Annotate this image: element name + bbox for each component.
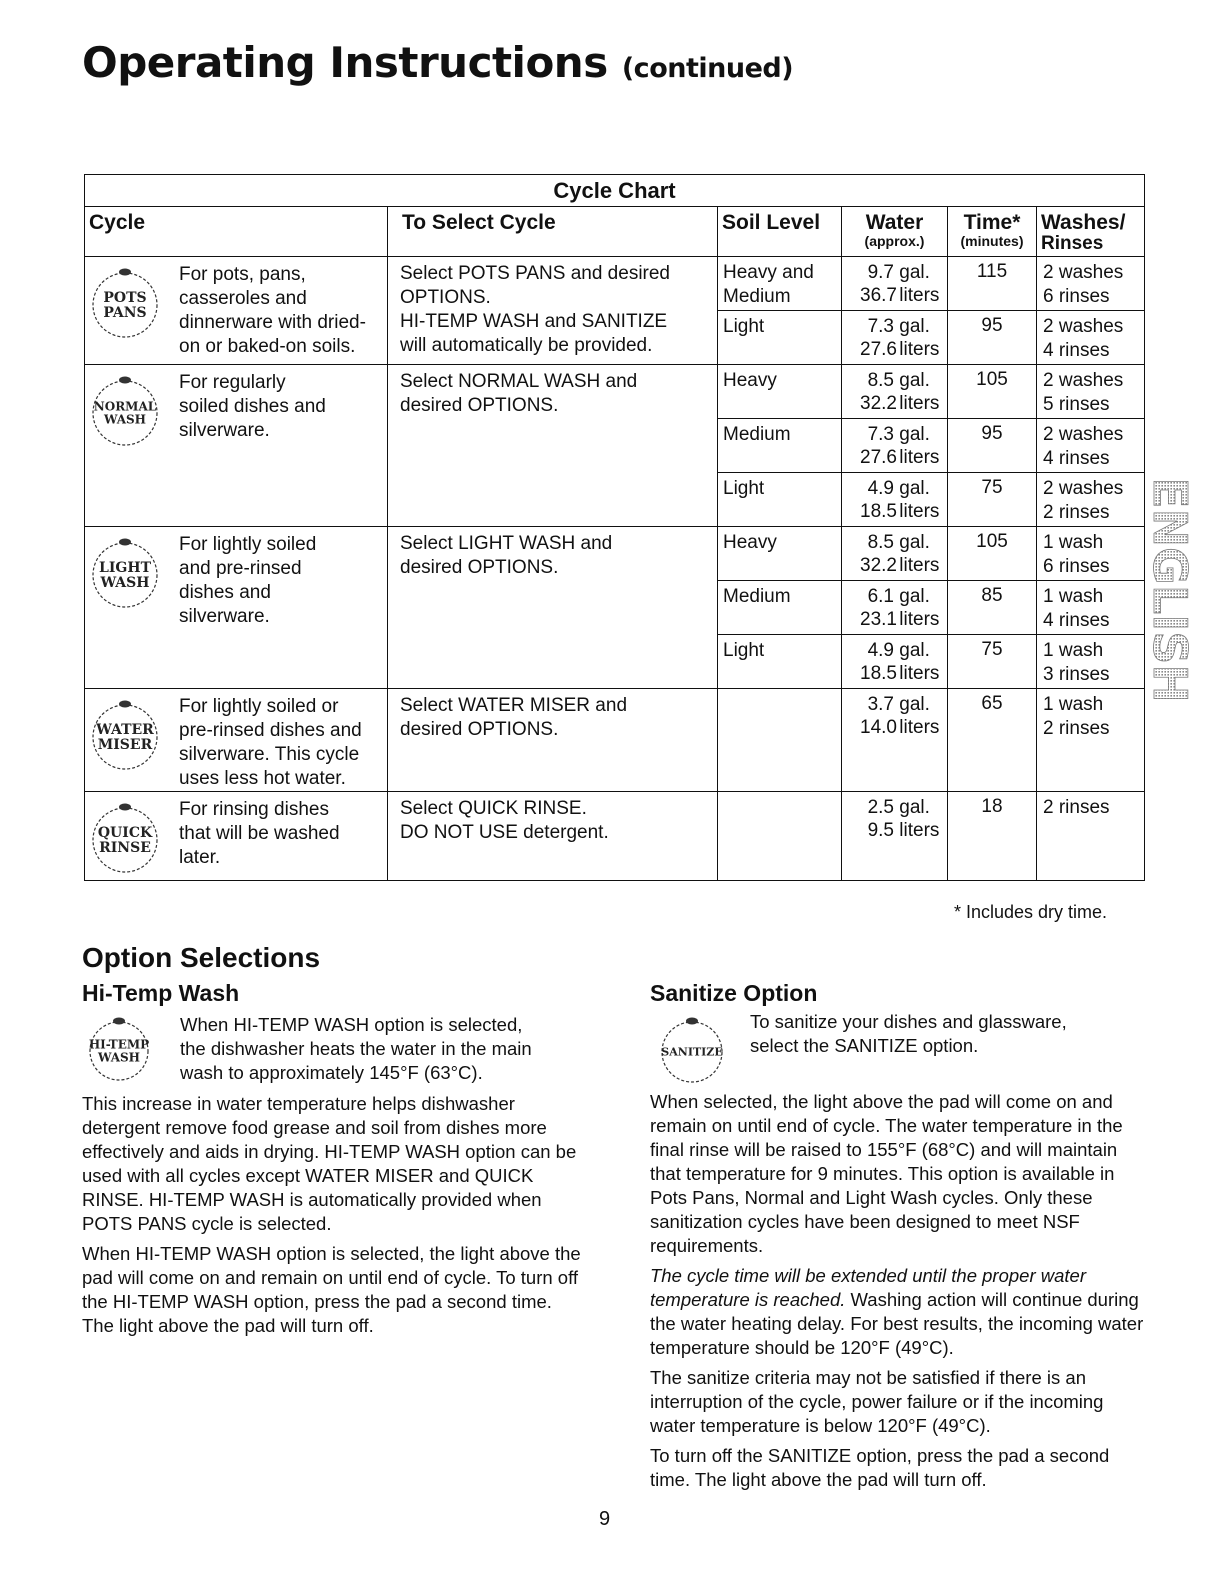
to-select-cell: [388, 792, 718, 881]
icon-label: WASH: [97, 1050, 141, 1065]
icon-label: WASH: [100, 575, 150, 592]
water-liters: 32.2: [860, 555, 897, 576]
unit-gal: gal.: [899, 424, 930, 445]
icon-label: SANITIZE: [661, 1045, 723, 1059]
washes-text: 1 wash: [1043, 694, 1104, 715]
unit-gal: gal.: [899, 370, 930, 391]
english-side-tab: [1143, 477, 1210, 800]
cycle-cell: [85, 527, 388, 689]
table-row: [85, 792, 1145, 881]
indicator-light-icon: [119, 804, 131, 811]
cycle-cell: [85, 689, 388, 792]
rinses-text: 6 rinses: [1043, 286, 1110, 307]
hi-temp-body: This increase in water temperature helps dishwasher detergent remove food grease and soil from dishes more effectively and aids in drying. HI-TEMP WASH option can be used with all cycles except WATER MISER and QUICK RINSE. HI-TEMP WASH is automatically provided when POTS PANS cycle is selected. When HI-TEMP WASH option is selected, the light above the pad will come on and remain on until end of cycle. To turn off the HI-TEMP WASH option, press the pad a second time. The light above the pad will turn off.: [82, 1093, 581, 1336]
sanitize-intro: To sanitize your dishes and glassware, select the SANITIZE option.: [750, 1011, 1067, 1056]
time-cell: 95: [948, 419, 1037, 473]
soil-level-text: Medium: [723, 286, 791, 307]
unit-gal: gal.: [899, 316, 930, 337]
water-cell: [842, 527, 948, 581]
rinses-text: 2 rinses: [1043, 718, 1110, 739]
cycle-description-line: silverware.: [179, 606, 270, 627]
to-select-line: Select NORMAL WASH and: [400, 371, 638, 392]
water-gallons: 8.5: [867, 532, 894, 553]
icon-label: RINSE: [99, 840, 151, 857]
to-select-line: Select QUICK RINSE.: [400, 798, 587, 819]
icon-label: NORMAL: [93, 399, 157, 414]
washes-text: 1 wash: [1043, 640, 1104, 661]
rinses-text: 5 rinses: [1043, 394, 1110, 415]
cycle-description: [165, 263, 370, 359]
cycle-description: [165, 533, 320, 629]
unit-gal: gal.: [899, 262, 930, 283]
rinses-text: 2 rinses: [1043, 502, 1110, 523]
header-washes-rinses: Washes/ Rinses: [1037, 207, 1145, 257]
rinses-text: 3 rinses: [1043, 664, 1110, 685]
header-water: Water (approx.): [842, 207, 948, 257]
page-title: [82, 38, 793, 87]
icon-label: PANS: [103, 305, 147, 322]
water-gallons: 3.7: [867, 694, 894, 715]
soil-level-cell: [718, 527, 842, 581]
cycle-description: [165, 798, 344, 880]
cycle-description-line: pre-rinsed dishes and: [179, 720, 362, 741]
header-to-select: To Select Cycle: [388, 207, 718, 257]
unit-liters: liters: [899, 393, 940, 414]
soil-level-text: Light: [723, 478, 765, 499]
hi-temp-wash-icon: [84, 1012, 154, 1087]
soil-level-text: Heavy: [723, 532, 777, 553]
soil-level-cell: [718, 635, 842, 689]
soil-level-cell: [718, 419, 842, 473]
unit-liters: liters: [899, 339, 940, 360]
unit-liters: liters: [899, 501, 940, 522]
water-gallons: 7.3: [867, 316, 894, 337]
unit-liters: liters: [899, 663, 940, 684]
water-liters: 18.5: [860, 663, 897, 684]
washes-text: 2 rinses: [1043, 797, 1110, 818]
washes-text: 2 washes: [1043, 316, 1124, 337]
soil-level-text: Medium: [723, 586, 791, 607]
cycle-pad-icon: [85, 798, 165, 880]
water-cell: [842, 581, 948, 635]
to-select-line: Select LIGHT WASH and: [400, 533, 613, 554]
unit-liters: liters: [899, 820, 940, 841]
washes-rinses-cell: [1037, 581, 1145, 635]
washes-rinses-cell: [1037, 419, 1145, 473]
cycle-description-line: uses less hot water.: [179, 768, 346, 789]
hi-temp-heading: Hi-Temp Wash: [82, 980, 240, 1006]
washes-text: 2 washes: [1043, 262, 1124, 283]
washes-text: 2 washes: [1043, 370, 1124, 391]
washes-text: 1 wash: [1043, 532, 1104, 553]
icon-label: MISER: [97, 737, 153, 754]
water-cell: [842, 365, 948, 419]
icon-label: WASH: [103, 412, 147, 427]
time-cell: 18: [948, 792, 1037, 881]
unit-liters: liters: [899, 447, 940, 468]
time-cell: 85: [948, 581, 1037, 635]
hi-temp-intro: When HI-TEMP WASH option is selected, the dishwasher heats the water in the main wash to approximately 145°F (63°C).: [180, 1014, 532, 1083]
page-number: 9: [599, 1508, 611, 1530]
unit-liters: liters: [899, 609, 940, 630]
to-select-line: desired OPTIONS.: [400, 395, 559, 416]
time-cell: 115: [948, 257, 1037, 311]
soil-level-cell: [718, 257, 842, 311]
english-side-tab-text: ENGLISH: [1143, 477, 1197, 703]
water-gallons: 7.3: [867, 424, 894, 445]
table-row: [85, 527, 1145, 581]
washes-rinses-cell: [1037, 792, 1145, 881]
water-cell: [842, 689, 948, 792]
water-cell: [842, 257, 948, 311]
soil-level-cell: [718, 792, 842, 881]
unit-gal: gal.: [899, 532, 930, 553]
washes-rinses-cell: [1037, 689, 1145, 792]
cycle-description-line: casseroles and: [179, 288, 307, 309]
water-gallons: 9.7: [867, 262, 894, 283]
page-title-continued: (continued): [621, 53, 794, 84]
water-cell: [842, 473, 948, 527]
header-time: Time* (minutes): [948, 207, 1037, 257]
cycle-cell: [85, 792, 388, 881]
cycle-pad-icon: [85, 371, 165, 453]
indicator-light-icon: [119, 269, 131, 276]
water-liters: 14.0: [860, 717, 897, 738]
sanitize-heading: Sanitize Option: [650, 980, 818, 1006]
water-cell: [842, 635, 948, 689]
water-liters: 23.1: [860, 609, 897, 630]
water-liters: 18.5: [860, 501, 897, 522]
to-select-cell: [388, 527, 718, 689]
rinses-text: 4 rinses: [1043, 340, 1110, 361]
water-liters: 27.6: [860, 447, 897, 468]
sanitize-icon: [652, 1012, 732, 1089]
washes-rinses-cell: [1037, 527, 1145, 581]
unit-gal: gal.: [899, 797, 930, 818]
soil-level-text: Light: [723, 316, 765, 337]
cycle-description-line: that will be washed: [179, 823, 340, 844]
to-select-cell: [388, 365, 718, 527]
unit-gal: gal.: [899, 694, 930, 715]
option-selections-heading: Option Selections: [82, 942, 321, 973]
icon-label: POTS: [103, 290, 147, 307]
washes-rinses-cell: [1037, 473, 1145, 527]
cycle-chart-caption: Cycle Chart: [85, 175, 1145, 207]
soil-level-text: Heavy: [723, 370, 777, 391]
cycle-description-line: dishes and: [179, 582, 271, 603]
to-select-line: Select WATER MISER and: [400, 695, 628, 716]
chart-footnote: * Includes dry time.: [954, 902, 1108, 922]
cycle-description-line: silverware. This cycle: [179, 744, 360, 765]
cycle-description-line: For regularly: [179, 372, 286, 393]
soil-level-cell: [718, 473, 842, 527]
cycle-description-line: For pots, pans,: [179, 264, 306, 285]
to-select-line: Select POTS PANS and desired: [400, 263, 670, 284]
unit-liters: liters: [899, 555, 940, 576]
to-select-line: will automatically be provided.: [400, 335, 653, 356]
washes-rinses-cell: [1037, 635, 1145, 689]
to-select-cell: [388, 257, 718, 365]
sanitize-body: When selected, the light above the pad will come on and remain on until end of cycle. The water temperature in the final rinse will be raised to 155°F (68°C) and will maintain that temperature for 9 minutes. This option is available in Pots Pans, Normal and Light Wash cycles. Only these sanitization cycles have been designed to meet NSF requirements. The cycle time will be extended until the proper water temperature is reached. Washing action will continue during the water heating delay. For best results, the incoming water temperature should be 120°F (49°C). The sanitize criteria may not be satisfied if there is an interruption of the cycle, power failure or if the incoming water temperature is below 120°F (49°C). To turn off the SANITIZE option, press the pad a second time. The light above the pad will turn off.: [650, 1091, 1144, 1490]
rinses-text: 4 rinses: [1043, 448, 1110, 469]
water-gallons: 6.1: [867, 586, 894, 607]
cycle-description-line: For lightly soiled: [179, 534, 317, 555]
water-liters: 27.6: [860, 339, 897, 360]
unit-gal: gal.: [899, 478, 930, 499]
time-cell: 65: [948, 689, 1037, 792]
rinses-text: 6 rinses: [1043, 556, 1110, 577]
unit-gal: gal.: [899, 640, 930, 661]
table-row: [85, 365, 1145, 419]
time-cell: 105: [948, 527, 1037, 581]
indicator-light-icon: [119, 539, 131, 546]
cycle-chart-table: [84, 174, 1145, 881]
rinses-text: 4 rinses: [1043, 610, 1110, 631]
washes-rinses-cell: [1037, 257, 1145, 311]
cycle-pad-icon: [85, 533, 165, 629]
icon-label: HI-TEMP: [88, 1037, 150, 1052]
water-liters: 32.2: [860, 393, 897, 414]
water-gallons: 4.9: [867, 478, 894, 499]
water-liters: 36.7: [860, 285, 897, 306]
header-cycle: Cycle: [85, 207, 388, 257]
to-select-cell: [388, 689, 718, 792]
washes-text: 2 washes: [1043, 424, 1124, 445]
soil-level-text: Medium: [723, 424, 791, 445]
cycle-pad-icon: [85, 263, 165, 359]
to-select-line: desired OPTIONS.: [400, 557, 559, 578]
cycle-cell: [85, 365, 388, 527]
cycle-description-line: and pre-rinsed: [179, 558, 302, 579]
soil-level-cell: [718, 689, 842, 792]
cycle-description-line: dinnerware with dried-: [179, 312, 366, 333]
unit-liters: liters: [899, 285, 940, 306]
cycle-description-line: silverware.: [179, 420, 270, 441]
water-gallons: 2.5: [867, 797, 894, 818]
soil-level-text: Light: [723, 640, 765, 661]
indicator-light-icon: [119, 377, 131, 384]
water-gallons: 8.5: [867, 370, 894, 391]
table-row: [85, 689, 1145, 792]
water-gallons: 4.9: [867, 640, 894, 661]
to-select-line: DO NOT USE detergent.: [400, 822, 609, 843]
indicator-light-icon: [686, 1018, 698, 1025]
soil-level-text: Heavy and: [723, 262, 814, 283]
to-select-line: HI-TEMP WASH and SANITIZE: [400, 311, 668, 332]
cycle-description-line: soiled dishes and: [179, 396, 326, 417]
cycle-description-line: later.: [179, 847, 221, 868]
icon-label: WATER: [96, 722, 154, 739]
time-cell: 105: [948, 365, 1037, 419]
table-row: [85, 257, 1145, 311]
cycle-chart: [84, 174, 1144, 881]
soil-level-cell: [718, 311, 842, 365]
washes-rinses-cell: [1037, 311, 1145, 365]
cycle-description-line: For lightly soiled or: [179, 696, 339, 717]
water-cell: [842, 792, 948, 881]
cycle-description-line: For rinsing dishes: [179, 799, 329, 820]
time-cell: 75: [948, 473, 1037, 527]
cycle-description: [165, 371, 330, 453]
cycle-description-line: on or baked-on soils.: [179, 336, 356, 357]
cycle-pad-icon: [85, 695, 165, 791]
to-select-line: desired OPTIONS.: [400, 719, 559, 740]
unit-gal: gal.: [899, 586, 930, 607]
water-liters: 9.5: [867, 820, 894, 841]
washes-text: 2 washes: [1043, 478, 1124, 499]
unit-liters: liters: [899, 717, 940, 738]
indicator-light-icon: [113, 1018, 125, 1025]
to-select-line: OPTIONS.: [400, 287, 491, 308]
soil-level-cell: [718, 581, 842, 635]
water-cell: [842, 311, 948, 365]
indicator-light-icon: [119, 701, 131, 708]
cycle-cell: [85, 257, 388, 365]
header-soil-level: Soil Level: [718, 207, 842, 257]
time-cell: 75: [948, 635, 1037, 689]
cycle-description: [165, 695, 366, 791]
icon-label: LIGHT: [99, 560, 151, 577]
icon-label: QUICK: [97, 825, 153, 842]
water-cell: [842, 419, 948, 473]
page-title-text: Operating Instructions: [82, 38, 608, 87]
washes-text: 1 wash: [1043, 586, 1104, 607]
soil-level-cell: [718, 365, 842, 419]
time-cell: 95: [948, 311, 1037, 365]
washes-rinses-cell: [1037, 365, 1145, 419]
